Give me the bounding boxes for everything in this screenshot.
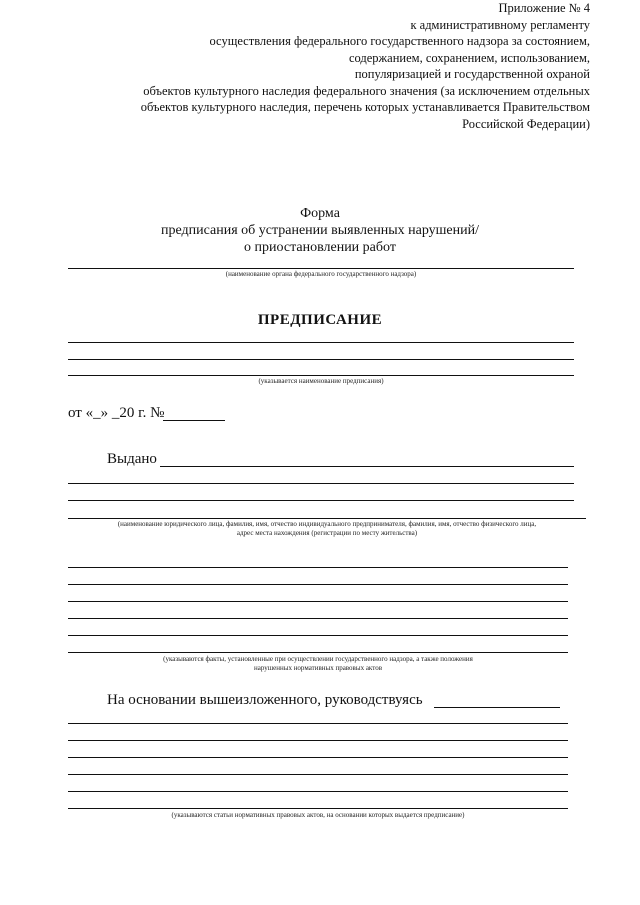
- facts-caption-line2: нарушенных нормативных правовых актов: [253, 664, 383, 672]
- date-prefix: от «_»: [68, 405, 109, 421]
- recipient-caption-line1: (наименование юридического лица, фамилия, имя, отчество индивидуального предпринимателя, фамилия, имя, отчество физического лица,: [117, 520, 537, 528]
- form-title-line1: Форма: [300, 206, 340, 221]
- basis-line[interactable]: [68, 774, 568, 775]
- facts-line[interactable]: [68, 601, 568, 602]
- facts-line[interactable]: [68, 567, 568, 568]
- form-title-line2: предписания об устранении выявленных нарушений/: [160, 223, 480, 238]
- header-line: Российской Федерации): [462, 116, 590, 131]
- basis-line[interactable]: [68, 757, 568, 758]
- prescription-heading: ПРЕДПИСАНИЕ: [257, 312, 383, 328]
- header-line: популяризацией и государственной охраной: [354, 67, 590, 81]
- date-line: [68, 405, 164, 422]
- authority-caption: (наименование органа федерального государственного надзора): [225, 270, 417, 278]
- header-line: объектов культурного наследия федерального значения (за исключением отдельных: [143, 83, 590, 98]
- recipient-caption: [68, 520, 586, 538]
- basis-line[interactable]: [68, 740, 568, 741]
- date-year: _20 г.: [111, 405, 147, 421]
- basis-field[interactable]: [434, 707, 560, 708]
- facts-line[interactable]: [68, 652, 568, 653]
- basis-label: На основании вышеизложенного, руководствуясь: [107, 692, 423, 708]
- form-title: [0, 205, 640, 256]
- basis-line[interactable]: [68, 723, 568, 724]
- facts-caption-line1: (указываются факты, установленные при осуществлении государственного надзора, а также положения: [163, 655, 473, 663]
- recipient-caption-line2: адрес места нахождения (регистрации по месту жительства): [236, 529, 418, 537]
- header-line: осуществления федерального государственного надзора за состоянием,: [209, 34, 590, 48]
- prescription-name-line[interactable]: [68, 359, 574, 360]
- facts-caption: [68, 655, 568, 673]
- number-label: №: [150, 405, 165, 421]
- facts-line[interactable]: [68, 635, 568, 636]
- header-line: содержанием, сохранением, использованием,: [348, 50, 590, 65]
- facts-line[interactable]: [68, 618, 568, 619]
- header-line: Приложение № 4: [498, 1, 590, 15]
- issued-to-field[interactable]: [160, 466, 574, 467]
- facts-line[interactable]: [68, 584, 568, 585]
- prescription-name-line[interactable]: [68, 375, 574, 376]
- header-line: к административному регламенту: [410, 17, 590, 32]
- header-line: объектов культурного наследия, перечень которых устанавливается Правительством: [140, 100, 590, 114]
- authority-line[interactable]: [68, 268, 574, 269]
- acts-caption: (указываются статьи нормативных правовых актов, на основании которых выдается предписание): [171, 811, 465, 819]
- issued-label: Выдано: [107, 451, 157, 467]
- basis-line[interactable]: [68, 791, 568, 792]
- issued-to-line[interactable]: [68, 483, 574, 484]
- issued-to-line[interactable]: [68, 500, 574, 501]
- prescription-name-line[interactable]: [68, 342, 574, 343]
- number-field[interactable]: [163, 420, 225, 421]
- form-title-line3: о приостановлении работ: [244, 240, 396, 255]
- appendix-header: [120, 0, 590, 132]
- prescription-name-caption: (указывается наименование предписания): [258, 377, 384, 385]
- issued-to-line[interactable]: [68, 518, 586, 519]
- basis-line[interactable]: [68, 808, 568, 809]
